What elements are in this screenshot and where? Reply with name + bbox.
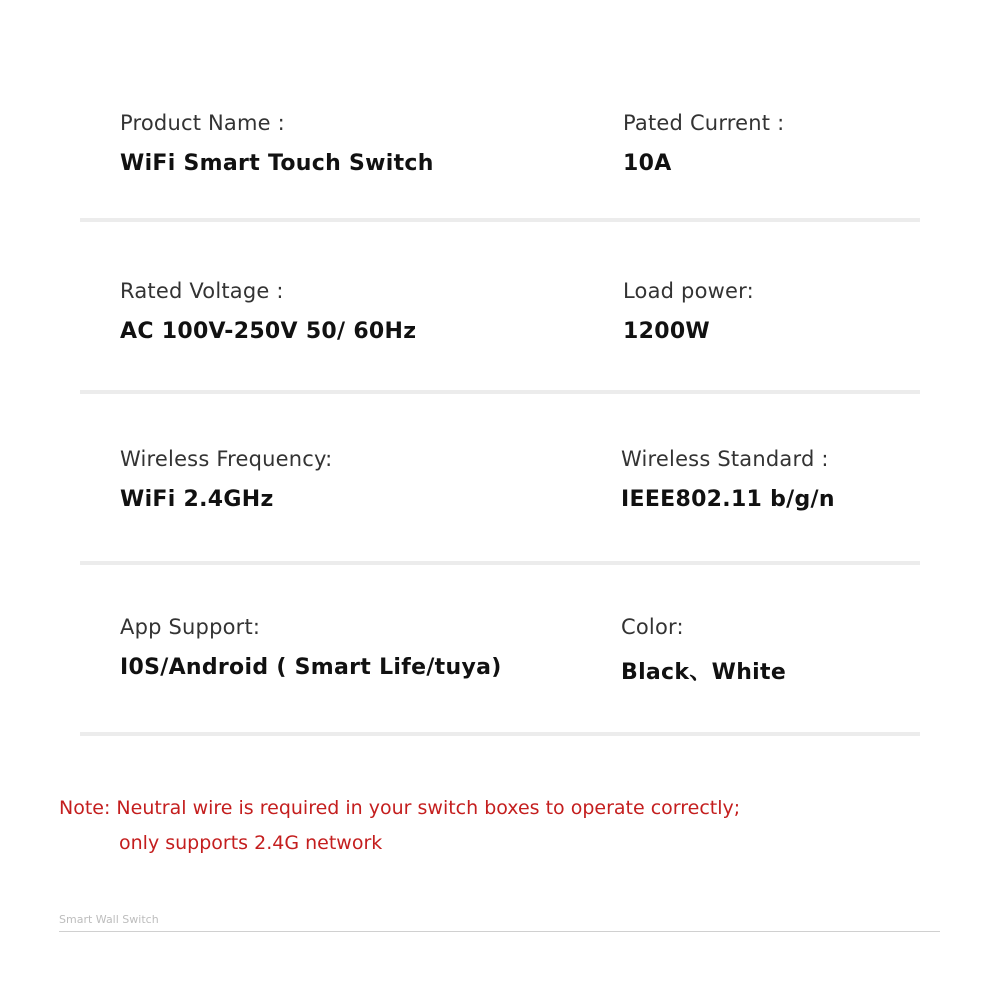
load-power-value: 1200W: [623, 319, 710, 344]
color-label: Color:: [621, 615, 684, 639]
row-divider: [80, 561, 920, 565]
wireless-frequency-value: WiFi 2.4GHz: [120, 487, 274, 512]
rated-current-value: 10A: [623, 151, 672, 176]
rated-current-label: Pated Current :: [623, 111, 785, 135]
footer-label: Smart Wall Switch: [59, 913, 159, 926]
wireless-standard-label: Wireless Standard :: [621, 447, 829, 471]
app-support-label: App Support:: [120, 615, 261, 639]
row-divider: [80, 390, 920, 394]
product-name-value: WiFi Smart Touch Switch: [120, 151, 434, 176]
note-line-2: only supports 2.4G network: [119, 832, 383, 854]
product-name-label: Product Name :: [120, 111, 285, 135]
wireless-frequency-label: Wireless Frequency:: [120, 447, 333, 471]
wireless-standard-value: IEEE802.11 b/g/n: [621, 487, 835, 512]
note-line-1: Note: Neutral wire is required in your switch boxes to operate correctly;: [59, 797, 741, 819]
footer-divider: [59, 931, 940, 932]
row-divider: [80, 732, 920, 736]
color-value: Black、White: [621, 660, 787, 685]
row-divider: [80, 218, 920, 222]
rated-voltage-value: AC 100V-250V 50/ 60Hz: [120, 319, 417, 344]
load-power-label: Load power:: [623, 279, 754, 303]
rated-voltage-label: Rated Voltage :: [120, 279, 284, 303]
app-support-value: I0S/Android ( Smart Life/tuya): [120, 655, 502, 680]
